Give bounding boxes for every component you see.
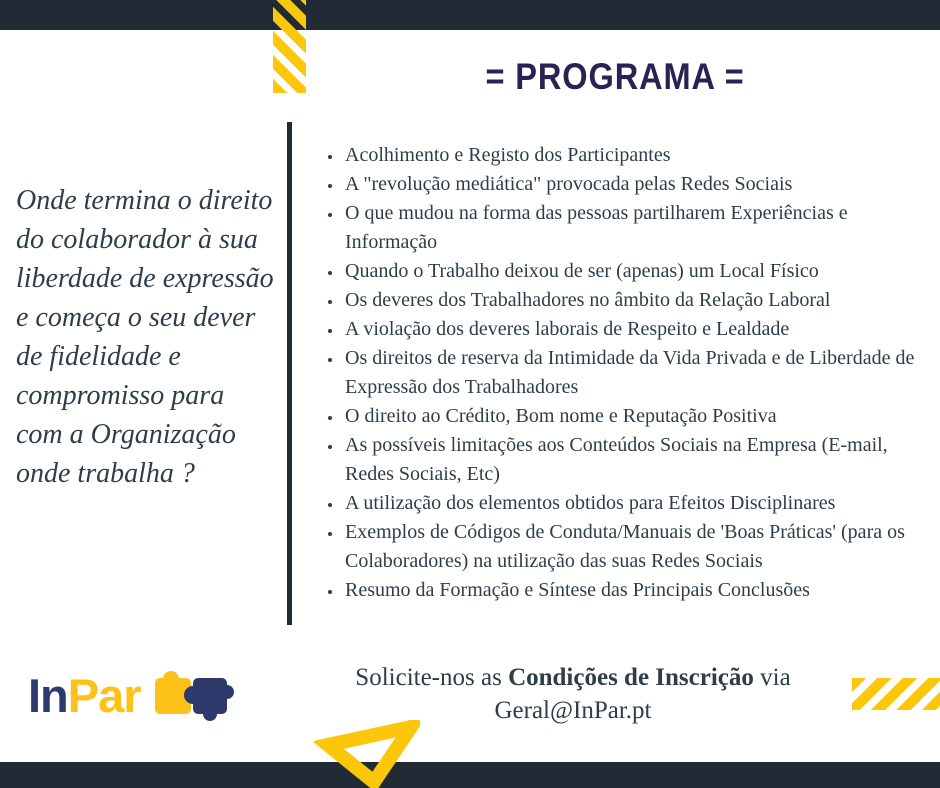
program-list-item: • Acolhimento e Registo dos Participantes [343, 141, 923, 170]
program-list-item: • A "revolução mediática" provocada pelas Redes Sociais [343, 170, 923, 199]
program-list-item: • Os deveres dos Trabalhadores no âmbito da Relação Laboral [343, 286, 923, 315]
program-list [316, 141, 923, 605]
puzzle-icon [149, 664, 235, 726]
vertical-divider [287, 122, 292, 625]
program-list-item: • Exemplos de Códigos de Conduta/Manuais de 'Boas Práticas' (para os Colaboradores) na utilização das suas Redes Sociais [343, 518, 923, 576]
page-title: = PROGRAMA = [485, 56, 745, 97]
program-list-item: • O que mudou na forma das pessoas partilharem Experiências e Informação [343, 199, 923, 257]
footer-cta-suffix: via Geral@InPar.pt [494, 664, 791, 724]
program-list-item: • Os direitos de reserva da Intimidade da Vida Privada e de Liberdade de Expressão dos Trabalhadores [343, 344, 923, 402]
logo-text-in: In [28, 668, 68, 722]
inpar-logo [28, 664, 278, 726]
stripes-decor-icon [852, 678, 940, 710]
triangle-icon [314, 720, 420, 788]
top-bar [0, 0, 940, 30]
program-list-item: • A utilização dos elementos obtidos para Efeitos Disciplinares [343, 489, 923, 518]
program-list-item: • Resumo da Formação e Síntese das Principais Conclusões [343, 576, 923, 605]
program-list-item: • O direito ao Crédito, Bom nome e Reputação Positiva [343, 402, 923, 431]
program-list-item: • Quando o Trabalho deixou de ser (apenas) um Local Físico [343, 257, 923, 286]
bottom-bar [0, 762, 940, 788]
striped-ribbon-icon [273, 0, 306, 93]
logo-text-par: Par [67, 668, 141, 722]
footer-cta-bold: Condições de Inscrição [508, 664, 754, 691]
footer-cta-prefix: Solicite-nos as [355, 664, 509, 691]
program-list-item: • As possíveis limitações aos Conteúdos Sociais na Empresa (E-mail, Redes Sociais, Etc) [343, 431, 923, 489]
footer-cta [322, 661, 824, 727]
program-list-item: • A violação dos deveres laborais de Respeito e Lealdade [343, 315, 923, 344]
quote-text: Onde termina o direito do colaborador à sua liberdade de expressão e começa o seu dever de fidelidade e compromisso para com a Organização onde trabalha ? [16, 185, 274, 489]
